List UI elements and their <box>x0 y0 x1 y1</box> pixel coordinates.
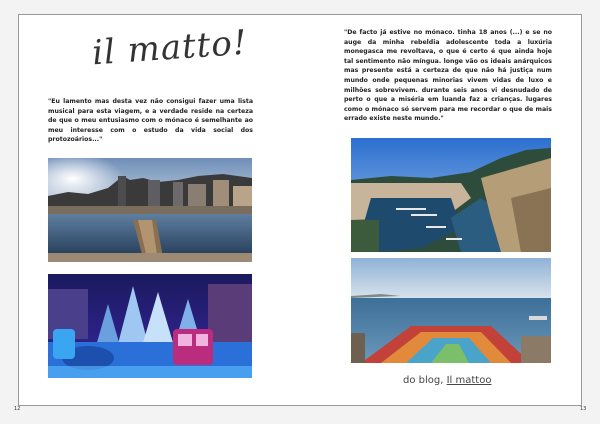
credit-prefix: do blog, <box>403 375 447 386</box>
left-quote: "Eu lamento mas desta vez não consigui fazer uma lista musical para esta viagem, e a verdade reside na certeza de que o meu entusiasmo com o mónaco é semelhante ao meu interesse com o estudo da vida social dos protozoários..." <box>48 98 253 144</box>
right-quote: "De facto já estive no mónaco. tinha 18 anos (...) e se no auge da minha rebeldia adolescente toda a luxúria monegasca me revoltava, o que é certo é que ainda hoje tal sentimento não míngua. longe vão os ideais anárquicos mas presente está a certeza de que não há justiça num mundo onde pequenas minorias vivem vidas de luxo e milhões sobrevivem. durante seis anos vi desnudado de perto o que a miséria em luanda faz a crianças. lugares como o mónaco só servem para me recordar o que de mais errado existe neste mundo." <box>344 29 552 123</box>
rooftop-sea-view-photo <box>351 258 551 363</box>
page-number-left: 12 <box>14 406 21 412</box>
blog-credit <box>403 375 491 386</box>
monaco-harbor-aerial-photo <box>351 138 551 252</box>
page-title: il matto! <box>90 22 249 74</box>
page-number-right: 13 <box>580 406 587 412</box>
harbor-sunset-photo <box>48 158 252 262</box>
christmas-lights-photo <box>48 274 252 378</box>
blog-link[interactable]: Il mattoo <box>446 375 492 386</box>
